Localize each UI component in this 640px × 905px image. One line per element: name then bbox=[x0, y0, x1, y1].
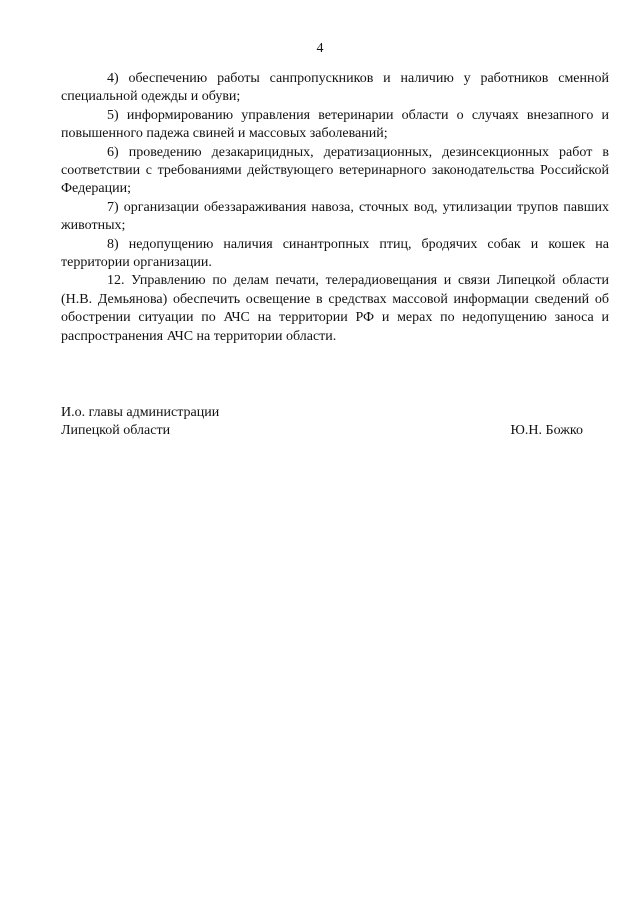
signatory-name: Ю.Н. Божко bbox=[510, 423, 583, 439]
paragraph-item-6: 6) проведению дезакарицидных, дератизационных, дезинсекционных работ в соответствии с требованиями действующего ветеринарного законодательства Российской Федерации; bbox=[61, 144, 609, 197]
page-number: 4 bbox=[316, 41, 324, 56]
signatory-position: И.о. главы администрации bbox=[61, 405, 220, 420]
signatory-region: Липецкой области bbox=[61, 423, 171, 439]
paragraph-clause-12: 12. Управлению по делам печати, телерадиовещания и связи Липецкой области (Н.В. Демьянова) обеспечить освещение в средствах массовой информации сведений об обострении ситуации по АЧС на территории РФ и мерах по недопущению заноса и распространения АЧС на территории области. bbox=[61, 273, 609, 344]
document-body bbox=[61, 70, 609, 346]
signature-row bbox=[61, 422, 583, 440]
signature-block bbox=[61, 404, 583, 441]
paragraph-item-5: 5) информированию управления ветеринарии области о случаях внезапного и повышенного падежа свиней и массовых заболеваний; bbox=[61, 107, 609, 142]
paragraph-item-8: 8) недопущению наличия синантропных птиц, бродячих собак и кошек на территории организации. bbox=[61, 236, 609, 271]
paragraph-item-7: 7) организации обеззараживания навоза, сточных вод, утилизации трупов павших животных; bbox=[61, 199, 609, 234]
paragraph-item-4: 4) обеспечению работы санпропускников и наличию у работников сменной специальной одежды и обуви; bbox=[61, 71, 609, 105]
